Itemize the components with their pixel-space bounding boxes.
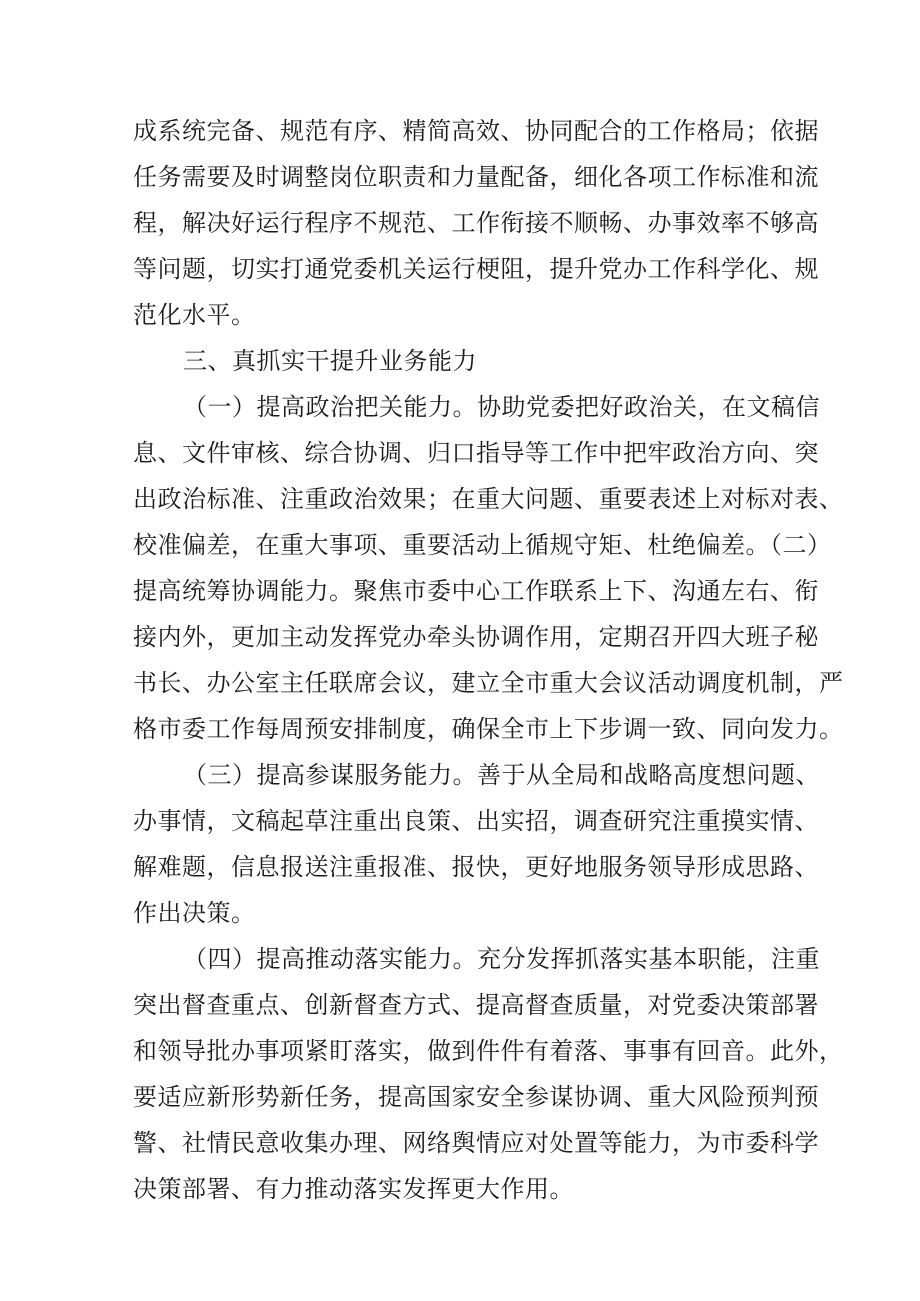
text-line-20: 突出督查重点、创新督查方式、提高督查质量，对党委决策部署 (133, 991, 819, 1019)
text-line-8: 息、文件审核、综合协调、归口指导等工作中把牢政治方向、突 (133, 439, 819, 467)
text-line-16: 办事情，文稿起草注重出良策、出实招，调查研究注重摸实情、 (133, 807, 819, 835)
text-line-15: （三）提高参谋服务能力。善于从全局和战略高度想问题、 (183, 761, 820, 789)
text-line-12: 接内外，更加主动发挥党办牵头协调作用，定期召开四大班子秘 (133, 623, 819, 651)
text-line-10: 校准偏差，在重大事项、重要活动上循规守矩、杜绝偏差。（二） (133, 531, 832, 559)
text-line-3: 程，解决好运行程序不规范、工作衔接不顺畅、办事效率不够高 (133, 209, 819, 237)
text-line-5: 范化水平。 (133, 301, 256, 329)
text-line-17: 解难题，信息报送注重报准、报快，更好地服务领导形成思路、 (133, 853, 819, 881)
text-line-19: （四）提高推动落实能力。充分发挥抓落实基本职能，注重 (183, 945, 820, 973)
text-line-2: 任务需要及时调整岗位职责和力量配备，细化各项工作标准和流 (133, 163, 819, 191)
text-line-9: 出政治标准、注重政治效果；在重大问题、重要表述上对标对表、 (133, 485, 844, 513)
text-line-7: （一）提高政治把关能力。协助党委把好政治关，在文稿信 (183, 393, 820, 421)
section-heading: 三、真抓实干提升业务能力 (183, 347, 477, 375)
text-line-11: 提高统筹协调能力。聚焦市委中心工作联系上下、沟通左右、衔 (133, 577, 819, 605)
text-line-22: 要适应新形势新任务，提高国家安全参谋协调、重大风险预判预 (133, 1083, 819, 1111)
text-line-21: 和领导批办事项紧盯落实，做到件件有着落、事事有回音。此外， (133, 1037, 844, 1065)
text-line-1: 成系统完备、规范有序、精简高效、协同配合的工作格局；依据 (133, 117, 819, 145)
text-line-18: 作出决策。 (133, 899, 256, 927)
text-line-24: 决策部署、有力推动落实发挥更大作用。 (133, 1175, 574, 1203)
text-line-14: 格市委工作每周预安排制度，确保全市上下步调一致、同向发力。 (133, 715, 844, 743)
text-line-4: 等问题，切实打通党委机关运行梗阻，提升党办工作科学化、规 (133, 255, 819, 283)
text-line-23: 警、社情民意收集办理、网络舆情应对处置等能力，为市委科学 (133, 1129, 819, 1157)
text-line-13: 书长、办公室主任联席会议，建立全市重大会议活动调度机制，严 (133, 669, 844, 697)
